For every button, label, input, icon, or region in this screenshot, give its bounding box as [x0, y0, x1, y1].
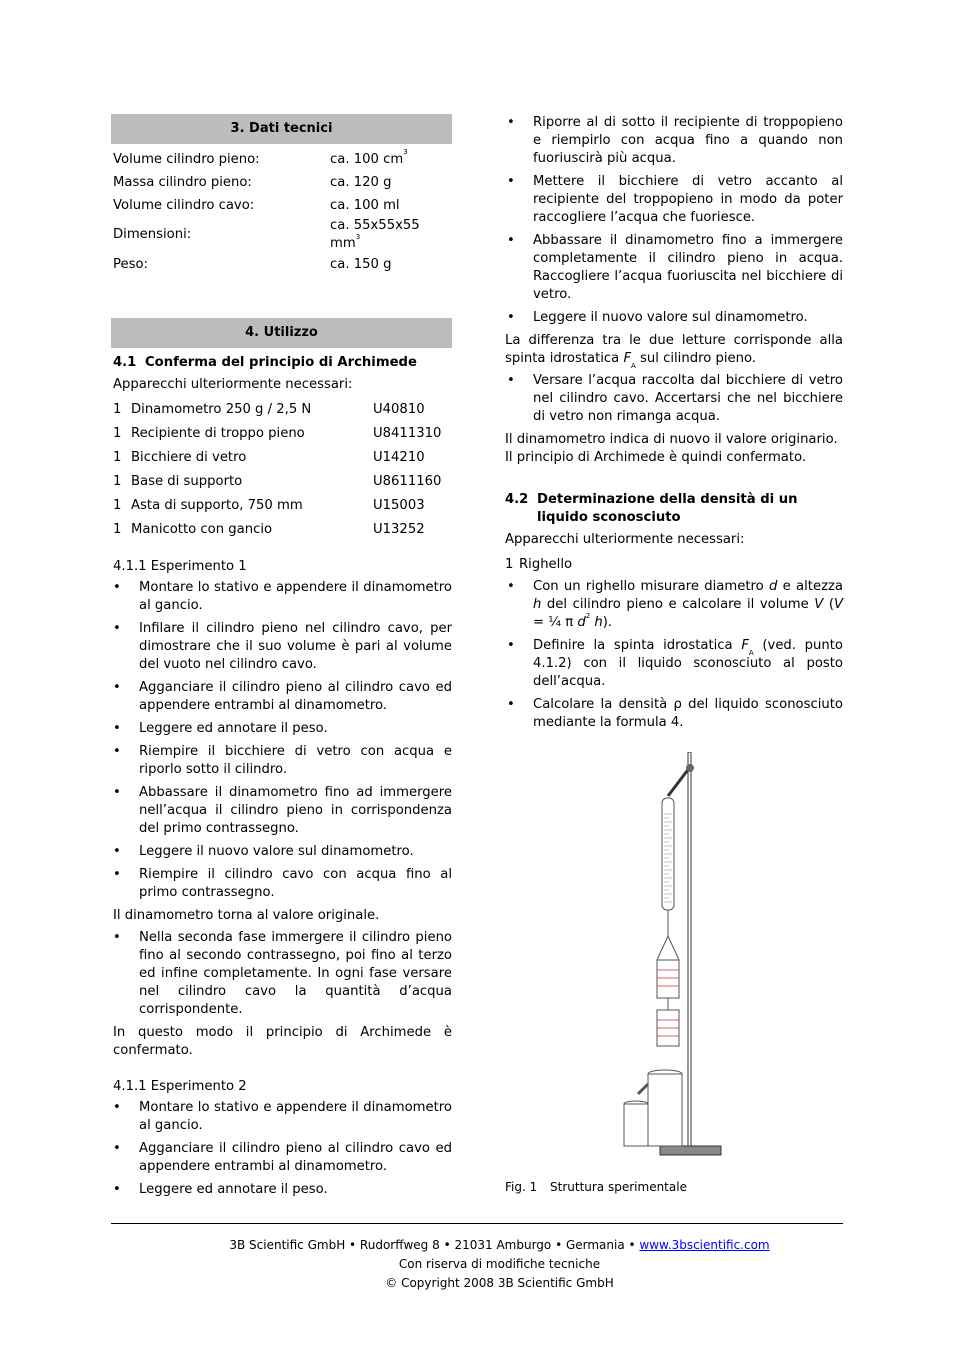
table-row — [111, 148, 452, 171]
spec-value: ca. 150 g — [330, 256, 392, 272]
density-steps — [505, 578, 843, 732]
experiment-1-title: 4.1.1 Esperimento 1 — [113, 559, 247, 574]
table-row: 1 Recipiente di troppo pieno U8411310 — [113, 422, 454, 446]
exp1-intermediate-result: Il dinamometro torna al valore originale. — [113, 908, 380, 923]
confirm-line-1: Il dinamometro indica di nuovo il valore originario. — [505, 432, 838, 447]
list-item: • Montare lo stativo e appendere il dinamometro al gancio. — [113, 1100, 452, 1133]
catalog-number: U15003 — [373, 498, 425, 513]
catalog-number: U13252 — [373, 522, 425, 537]
apparatus-name: Recipiente di troppo pieno — [131, 426, 305, 441]
table-row: 1 Bicchiere di vetro U14210 — [113, 446, 454, 470]
list-item: • Con un righello misurare diametro d e altezza h del cilindro pieno e calcolare il volume V (V = ¼ π $d^2$ h). — [507, 579, 844, 630]
spec-label: Peso: — [113, 256, 148, 272]
subsection-4-1-title: 4.1 Conferma del principio di Archimede — [113, 355, 417, 370]
list-item: • Agganciare il cilindro pieno al cilindro cavo ed appendere entrambi al dinamometro. — [113, 680, 452, 713]
list-item: • Nella seconda fase immergere il cilindro pieno fino al secondo contrassegno, poi fino al terzo ed infine completamente. In ogni fase versare nel cilindro cavo la quantità d’acqua corrispondente. — [113, 930, 452, 1017]
subsection-4-2-title: 4.2 Determinazione della densità di un liquido sconosciuto — [505, 492, 798, 525]
section-4-header: 4. Utilizzo — [111, 318, 452, 348]
spec-value: ca. 55x55x55 $mm^3$ — [330, 218, 420, 251]
table-row — [111, 253, 452, 276]
apparatus-name: Dinamometro 250 g / 2,5 N — [131, 402, 312, 417]
apparatus-name: Manicotto con gancio — [131, 522, 273, 537]
list-item: • Mettere il bicchiere di vetro accanto al recipiente del troppopieno in modo da poter raccogliere l’acqua che fuoriesce. — [507, 174, 843, 225]
overflow-vessel — [648, 1074, 682, 1146]
list-item: • Leggere ed annotare il peso. — [113, 721, 328, 736]
experimental-setup-illustration — [505, 752, 843, 1172]
list-item: • Abbassare il dinamometro fino ad immergere nell’acqua il cilindro pieno in corrispondenza del primo contrassegno. — [113, 785, 452, 836]
spec-label: Dimensioni: — [113, 227, 192, 242]
apparatus-ruler: 1 Righello — [505, 557, 573, 572]
list-item: • Leggere ed annotare il peso. — [113, 1182, 328, 1197]
list-item: • Abbassare il dinamometro fino a immergere completamente il cilindro pieno in acqua. Raccogliere l’acqua fuoriuscita nel bicchiere di vetro. — [507, 233, 843, 302]
experiment-2-title: 4.1.1 Esperimento 2 — [113, 1079, 247, 1094]
list-item: • Leggere il nuovo valore sul dinamometro. — [507, 310, 808, 325]
right-column — [505, 114, 843, 1192]
experiment-1-steps — [111, 579, 452, 902]
list-item: • Riempire il bicchiere di vetro con acqua e riporlo sotto il cilindro. — [113, 744, 452, 777]
list-item: • Versare l’acqua raccolta dal bicchiere di vetro nel cilindro cavo. Accertarsi che nel bicchiere di vetro non rimanga acqua. — [507, 373, 843, 424]
section-3-header: 3. Dati tecnici — [111, 114, 452, 144]
support-base — [660, 1146, 721, 1155]
catalog-number: U40810 — [373, 402, 425, 417]
list-item: • Montare lo stativo e appendere il dinamometro al gancio. — [113, 580, 452, 613]
figure-1-apparatus — [505, 752, 843, 1192]
glass-beaker — [624, 1104, 648, 1146]
buoyancy-difference-text: La differenza tra le due letture corrisponde alla spinta idrostatica $F_A$ sul cilindro pieno. — [505, 333, 843, 370]
website-link[interactable]: www.3bscientific.com — [639, 1238, 770, 1252]
list-item: • Infilare il cilindro pieno nel cilindro cavo, per dimostrare che il suo volume è pari al volume del vuoto nel cilindro cavo. — [113, 621, 452, 672]
left-column — [111, 114, 452, 1204]
catalog-number: U14210 — [373, 450, 425, 465]
spec-value: ca. 120 g — [330, 174, 392, 190]
clamp-arm — [668, 767, 690, 796]
list-item: • Calcolare la densità ρ del liquido sconosciuto mediante la formula 4. — [507, 697, 843, 730]
table-row — [111, 194, 452, 217]
apparatus-name: Asta di supporto, 750 mm — [131, 498, 303, 513]
list-item: • Riporre al di sotto il recipiente di troppopieno e riempirlo con acqua fino a quando non fuoriuscirà più acqua. — [507, 115, 843, 166]
experiment-2-steps-cont — [505, 114, 843, 327]
spec-value: ca. 100 ml — [330, 197, 400, 213]
table-row: 1 Base di supporto U8611160 — [113, 470, 454, 494]
table-row: 1 Manicotto con gancio U13252 — [113, 518, 454, 542]
hollow-cylinder — [657, 960, 679, 998]
catalog-number: U8411310 — [373, 426, 442, 441]
list-item: • Agganciare il cilindro pieno al cilindro cavo ed appendere entrambi al dinamometro. — [113, 1141, 452, 1174]
exp1-conclusion: In questo modo il principio di Archimede è confermato. — [113, 1025, 452, 1058]
experiment-2-steps-final — [505, 372, 843, 426]
spec-label: Volume cilindro pieno: — [113, 151, 260, 167]
spec-value: ca. 100 $cm^3$ — [330, 148, 408, 167]
tech-data-table — [111, 148, 452, 276]
table-row: 1 Dinamometro 250 g / 2,5 N U40810 — [113, 398, 454, 422]
list-item: • Definire la spinta idrostatica $F_A$ (ved. punto 4.1.2) con il liquido sconosciuto al posto dell’acqua. — [507, 638, 843, 689]
apparatus-label: Apparecchi ulteriormente necessari: — [113, 377, 353, 392]
table-row — [111, 217, 452, 253]
clamp-hook — [686, 764, 694, 772]
catalog-number: U8611160 — [373, 474, 442, 489]
spec-label: Massa cilindro pieno: — [113, 174, 252, 190]
figure-caption: Fig. 1 Struttura sperimentale — [505, 1180, 687, 1194]
experiment-2-steps — [111, 1099, 452, 1199]
table-row: 1 Asta di supporto, 750 mm U15003 — [113, 494, 454, 518]
list-item: • Riempire il cilindro cavo con acqua fino al primo contrassegno. — [113, 867, 452, 900]
footer-divider — [111, 1223, 843, 1224]
apparatus-table — [113, 398, 454, 542]
table-row — [111, 171, 452, 194]
apparatus-name: Bicchiere di vetro — [131, 450, 247, 465]
experiment-1-steps-2 — [111, 929, 452, 1019]
overflow-spout — [638, 1084, 648, 1094]
page-footer: 3B Scientific GmbH • Rudorffweg 8 • 21031 Amburgo • Germania • www.3bscientific.com Con riserva di modifiche tecniche © Copyright 2008 3B Scientific GmbH — [229, 1238, 770, 1290]
apparatus-name: Base di supporto — [131, 474, 243, 489]
hollow-cylinder-top — [657, 936, 679, 960]
apparatus-label-2: Apparecchi ulteriormente necessari: — [505, 532, 745, 547]
list-item: • Leggere il nuovo valore sul dinamometro. — [113, 844, 414, 859]
spec-label: Volume cilindro cavo: — [113, 197, 255, 213]
support-rod — [688, 752, 691, 1146]
confirm-line-2: Il principio di Archimede è quindi confermato. — [505, 450, 807, 465]
